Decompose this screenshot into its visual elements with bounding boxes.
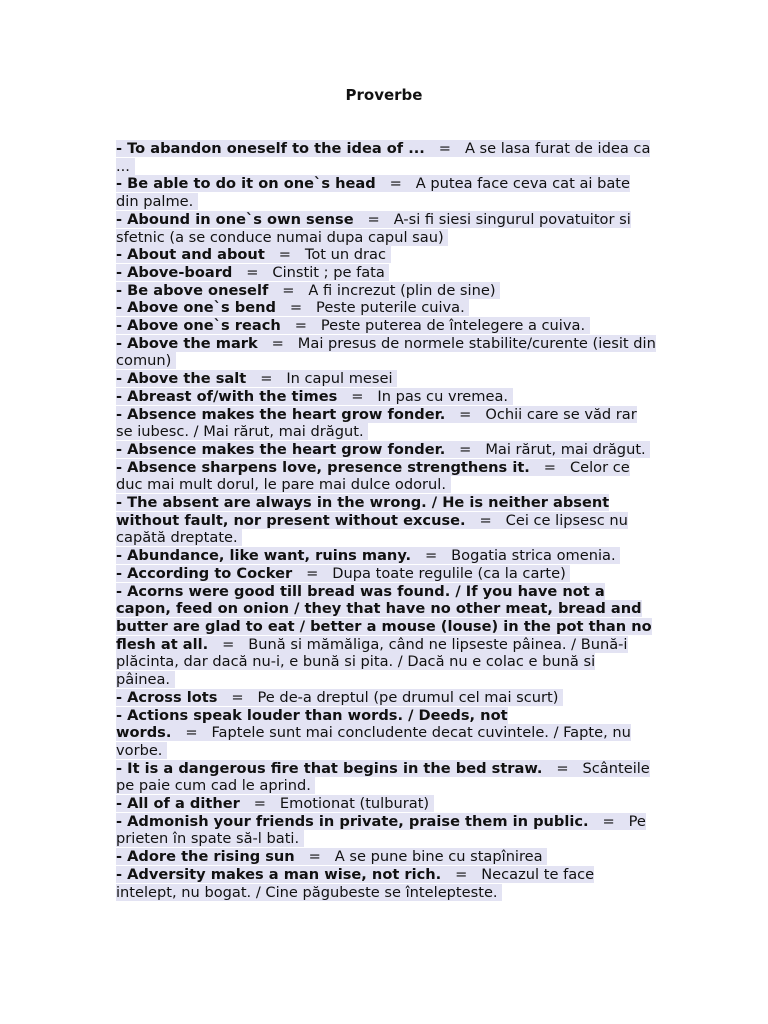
proverb-meaning: A se pune bine cu stapînirea [334,848,543,866]
highlighted-text [116,795,434,812]
proverb-meaning: In capul mesei [286,370,393,388]
proverb-term: - About and about [116,246,265,264]
highlighted-text [116,299,469,316]
proverb-meaning: Faptele sunt mai concludente decat cuvintele. / Fapte, nu vorbe. [116,724,631,759]
proverb-term: - Across lots [116,688,218,706]
highlighted-text [116,264,389,281]
proverb-entry [116,335,656,370]
equals-separator: = [306,564,319,582]
proverb-term: - It is a dangerous fire that begins in the bed straw. [116,759,543,777]
equals-separator: = [231,688,244,706]
highlighted-text [116,813,646,848]
proverb-term: - Absence sharpens love, presence strengthens it. [116,458,530,476]
proverb-meaning: Ochii care se văd rar se iubesc. / Mai rărut, mai drăgut. [116,405,637,441]
highlighted-text [116,866,594,901]
proverb-meaning: Tot un drac [304,246,386,264]
proverb-meaning: Mai presus de normele stabilite/curente (iesit din comun) [116,334,656,370]
equals-separator: = [246,263,259,281]
proverb-entry [116,866,656,901]
proverb-term: - Above-board [116,263,233,281]
highlighted-text [116,282,500,299]
equals-separator: = [260,370,273,388]
equals-separator: = [389,175,402,193]
proverb-entry [116,299,656,317]
highlighted-text [116,211,631,246]
proverb-entry [116,406,656,441]
proverb-term: - Abreast of/with the times [116,387,338,405]
equals-separator: = [455,865,468,883]
proverb-meaning: A fi increzut (plin de sine) [308,281,496,299]
proverb-term: - Above the salt [116,370,247,388]
proverb-meaning: Cei ce lipsesc nu capătă dreptate. [116,511,628,547]
proverb-entry [116,583,656,689]
proverb-term: - Above the mark [116,334,258,352]
page-title: Proverbe [345,86,423,104]
proverb-term: - Adversity makes a man wise, not rich. [116,865,442,883]
equals-separator: = [294,317,307,335]
proverb-meaning: Cinstit ; pe fata [272,263,385,281]
proverb-meaning: Peste puterile cuiva. [316,299,465,317]
equals-separator: = [222,635,235,653]
proverb-entry [116,565,656,583]
proverb-meaning: Celor ce duc mai mult dorul, le pare mai dulce odorul. [116,458,630,494]
proverb-meaning: Pe prieten în spate să-l bati. [116,812,646,848]
highlighted-text [116,707,631,759]
proverb-term: - To abandon oneself to the idea of ... [116,140,425,157]
highlighted-text [116,848,547,865]
highlighted-text [116,547,620,564]
proverb-entry [116,317,656,335]
highlighted-text [116,388,513,405]
proverb-term: - Absence makes the heart grow fonder. [116,405,446,423]
proverb-term: - Above one`s reach [116,317,281,335]
highlighted-text [116,565,570,582]
proverb-term: - Be above oneself [116,281,269,299]
equals-separator: = [602,812,615,830]
highlighted-text [116,370,397,387]
proverb-meaning: Scânteile pe paie cum cad le aprind. [116,759,650,795]
proverb-term: - Acorns were good till bread was found. / If you have not a capon, feed on onion / they that have no other meat, bread and butter are glad to eat / better a mouse (louse) in the pot than no flesh at all. [116,582,652,653]
highlighted-text [116,689,563,706]
highlighted-text [116,175,630,210]
equals-separator: = [438,140,452,157]
proverb-list [116,140,656,901]
highlighted-text [116,494,628,546]
proverb-term: - The absent are always in the wrong. / He is neither absent without fault, nor present without excuse. [116,494,610,529]
proverb-entry [116,246,656,264]
proverb-entry [116,795,656,813]
proverb-entry [116,707,656,760]
proverb-entry [116,494,656,547]
equals-separator: = [185,724,198,742]
highlighted-text [116,459,630,494]
highlighted-text [116,246,391,263]
proverb-term: - Admonish your friends in private, praise them in public. [116,812,589,830]
proverb-term: - According to Cocker [116,564,293,582]
proverb-term: - Abound in one`s own sense [116,210,354,228]
proverb-meaning: In pas cu vremea. [377,387,509,405]
proverb-entry [116,547,656,565]
proverb-entry [116,211,656,246]
highlighted-text [116,335,656,370]
proverb-entry [116,760,656,795]
equals-separator: = [367,210,380,228]
proverb-entry [116,175,656,210]
proverb-entry [116,388,656,406]
proverb-meaning: Necazul te face intelept, nu bogat. / Cine păgubeste se întelepteste. [116,865,595,901]
proverb-meaning: Pe de-a dreptul (pe drumul cel mai scurt) [257,688,559,706]
equals-separator: = [543,458,557,476]
proverb-term: - Above one`s bend [116,299,276,317]
proverb-entry [116,140,656,175]
proverb-entry [116,813,656,848]
equals-separator: = [479,511,492,529]
equals-separator: = [278,246,291,264]
proverb-term: - Absence makes the heart grow fonder. [116,440,446,458]
proverb-entry [116,264,656,282]
highlighted-text [116,760,650,795]
proverb-meaning: Mai rărut, mai drăgut. [485,440,646,458]
highlighted-text [116,406,637,441]
proverb-meaning: A-si fi siesi singurul povatuitor si sfetnic (a se conduce numai dupa capul sau) [116,210,631,246]
proverb-term: - Actions speak louder than words. / Deeds, not words. [116,706,508,742]
equals-separator: = [289,299,303,317]
proverb-meaning: A putea face ceva cat ai bate din palme. [116,175,630,211]
highlighted-text [116,583,652,689]
proverb-meaning: Dupa toate regulile (ca la carte) [332,564,566,582]
proverb-term: - Be able to do it on one`s head [116,175,376,193]
equals-separator: = [282,281,295,299]
proverb-meaning: A se lasa furat de idea ca ... [116,140,651,175]
proverb-entry [116,689,656,707]
equals-separator: = [351,387,364,405]
highlighted-text [116,140,650,175]
equals-separator: = [253,795,266,813]
equals-separator: = [424,547,438,565]
proverb-entry [116,282,656,300]
highlighted-text [116,441,650,458]
equals-separator: = [556,759,569,777]
proverb-term: - Abundance, like want, ruins many. [116,547,412,565]
equals-separator: = [459,405,472,423]
highlighted-text [116,317,590,334]
equals-separator: = [271,334,284,352]
proverb-entry [116,441,656,459]
equals-separator: = [459,440,472,458]
proverb-meaning: Bogatia strica omenia. [451,547,616,565]
proverb-entry [116,848,656,866]
proverb-term: - All of a dither [116,795,240,813]
proverb-term: - Adore the rising sun [116,848,295,866]
proverb-entry [116,370,656,388]
proverb-meaning: Bună si mămăliga, când ne lipseste pâinea. / Bună-i plăcinta, dar dacă nu-i, e bună si pita. / Dacă nu e colac e bună si pâinea. [116,635,628,689]
proverb-meaning: Peste puterea de întelegere a cuiva. [320,317,586,335]
equals-separator: = [308,848,321,866]
proverb-meaning: Emotionat (tulburat) [279,795,430,813]
proverb-entry [116,459,656,494]
